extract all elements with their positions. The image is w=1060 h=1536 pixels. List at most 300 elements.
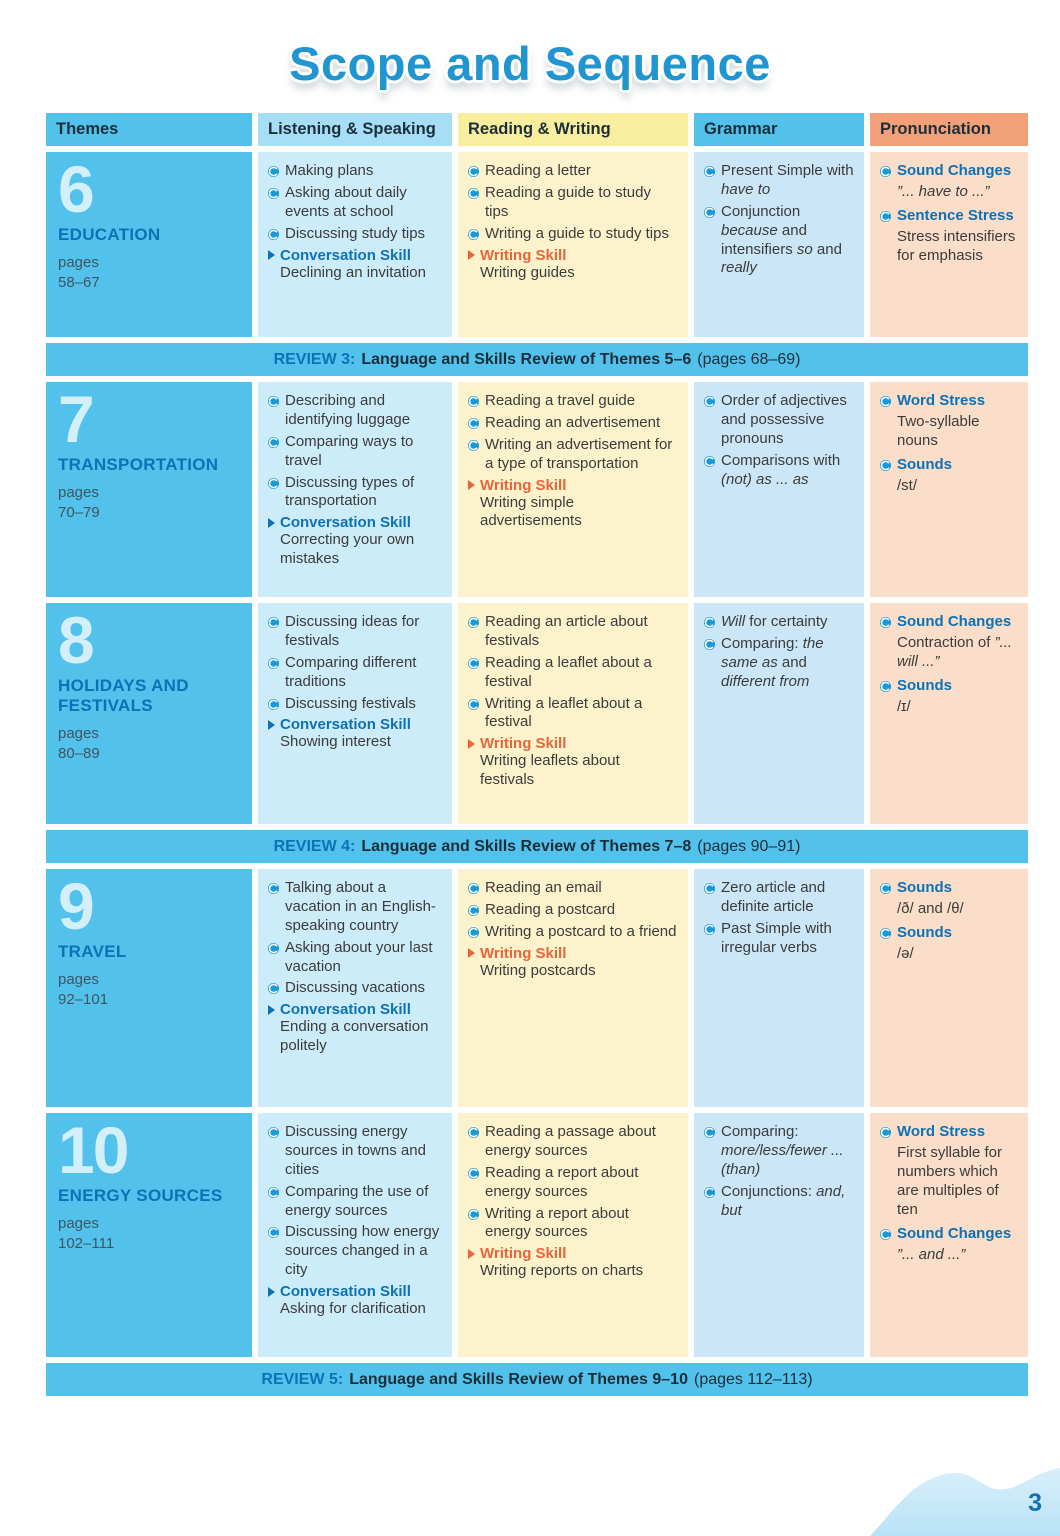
pronunciation-cell <box>870 152 1028 337</box>
bullet-list <box>468 613 678 732</box>
list-item <box>704 879 854 917</box>
list-item <box>268 979 442 998</box>
pronunciation-desc: /ð/ and /θ/ <box>897 900 964 917</box>
list-item <box>268 939 442 977</box>
writing-skill-block <box>468 1245 678 1281</box>
column-header-pronunciation: Pronunciation <box>870 113 1028 146</box>
audio-bullet-icon <box>468 1168 479 1179</box>
audio-bullet-icon <box>704 639 715 650</box>
skill-desc: Writing postcards <box>480 961 596 979</box>
pronunciation-desc: /ɪ/ <box>897 697 911 715</box>
theme-cell <box>46 382 252 597</box>
list-item-text: Describing and identifying luggage <box>285 392 411 428</box>
list-item <box>468 923 678 942</box>
review-title: Language and Skills Review of Themes 9–10 <box>349 1370 688 1388</box>
conversation-skill-block <box>268 1283 442 1319</box>
audio-bullet-icon <box>704 1127 715 1138</box>
pronunciation-title: Sound Changes <box>897 1224 1012 1242</box>
list-item <box>704 452 854 490</box>
list-item-text: Reading a leaflet about a festival <box>485 653 652 690</box>
list-item <box>268 1123 442 1180</box>
list-item-text: Writing a guide to study tips <box>485 224 669 242</box>
list-item <box>704 635 854 692</box>
pronunciation-title: Sounds <box>897 879 952 896</box>
list-item <box>468 613 678 651</box>
pronunciation-title-line <box>880 1123 1018 1141</box>
list-item <box>468 162 678 181</box>
audio-bullet-icon <box>468 883 479 894</box>
skill-label-line <box>468 247 678 264</box>
audio-bullet-icon <box>268 699 279 710</box>
list-item-text: Order of adjectives and possessive pronouns <box>721 392 847 447</box>
audio-bullet-icon <box>468 905 479 916</box>
audio-bullet-icon <box>880 1127 891 1138</box>
review-row <box>46 1363 1028 1396</box>
list-item-text: Conjunction because and intensifiers so and really <box>721 202 842 277</box>
reading-writing-cell <box>458 869 688 1107</box>
audio-bullet-icon <box>704 924 715 935</box>
list-item-text: Comparing ways to travel <box>285 432 414 469</box>
pronunciation-title-line <box>880 879 1018 897</box>
pronunciation-entry <box>880 207 1018 266</box>
skill-label: Conversation Skill <box>280 246 411 264</box>
list-item <box>268 1183 442 1221</box>
audio-bullet-icon <box>468 699 479 710</box>
list-item <box>468 879 678 898</box>
conversation-skill-block <box>268 247 442 283</box>
audio-bullet-icon <box>268 883 279 894</box>
list-item-text: Writing a leaflet about a festival <box>485 694 643 731</box>
list-item-text: Reading a report about energy sources <box>485 1163 639 1200</box>
pronunciation-title-line <box>880 677 1018 695</box>
bullet-list <box>268 1123 442 1280</box>
pronunciation-title: Sounds <box>897 455 952 473</box>
reading-writing-cell <box>458 152 688 337</box>
skill-label: Writing Skill <box>480 735 567 753</box>
list-item <box>468 654 678 692</box>
list-item-text: Discussing ideas for festivals <box>285 613 420 649</box>
audio-bullet-icon <box>468 1127 479 1138</box>
grammar-cell <box>694 152 864 337</box>
audio-bullet-icon <box>468 617 479 628</box>
audio-bullet-icon <box>468 927 479 938</box>
audio-bullet-icon <box>704 1187 715 1198</box>
theme-pages-range: 70–79 <box>58 503 100 521</box>
list-item-text: Comparing different traditions <box>285 653 417 690</box>
list-item-text: Discussing types of transportation <box>285 473 415 510</box>
pronunciation-entry <box>880 879 1018 919</box>
list-item <box>704 1183 854 1221</box>
column-header-reading-writing: Reading & Writing <box>458 113 688 146</box>
review-label: REVIEW 4: <box>273 837 356 855</box>
list-item <box>268 654 442 692</box>
theme-pages-label: pages <box>58 1215 99 1233</box>
skill-label: Conversation Skill <box>280 1001 411 1019</box>
review-pages: (pages 112–113) <box>693 1370 813 1388</box>
skill-desc: Writing simple advertisements <box>480 493 582 530</box>
pronunciation-title: Sound Changes <box>897 162 1012 179</box>
theme-pages-range: 102–111 <box>58 1234 115 1252</box>
bullet-list <box>704 162 854 278</box>
list-item <box>268 474 442 512</box>
skill-arrow-icon <box>268 1287 275 1297</box>
skill-desc: Writing reports on charts <box>480 1262 644 1280</box>
list-item-text: Reading a postcard <box>485 900 616 918</box>
review-pages: (pages 90–91) <box>697 837 801 855</box>
skill-label-line <box>468 945 678 962</box>
theme-number: 6 <box>58 152 93 226</box>
theme-pages <box>58 970 240 1009</box>
audio-bullet-icon <box>704 456 715 467</box>
skill-label: Conversation Skill <box>280 1283 411 1301</box>
pronunciation-title-line <box>880 613 1018 631</box>
audio-bullet-icon <box>880 883 891 894</box>
scope-table-body <box>46 152 1028 1396</box>
audio-bullet-icon <box>704 207 715 218</box>
pronunciation-entry <box>880 456 1018 496</box>
list-item <box>268 184 442 222</box>
reading-writing-cell <box>458 1113 688 1357</box>
skill-desc: Asking for clarification <box>280 1300 426 1318</box>
list-item <box>468 1123 678 1161</box>
writing-skill-block <box>468 247 678 283</box>
list-item <box>468 414 678 433</box>
audio-bullet-icon <box>268 478 279 489</box>
skill-label-line <box>268 247 442 264</box>
audio-bullet-icon <box>268 1187 279 1198</box>
pronunciation-desc: Contraction of ”... will ...” <box>897 634 1013 670</box>
skill-arrow-icon <box>268 720 275 730</box>
audio-bullet-icon <box>468 166 479 177</box>
skill-label: Writing Skill <box>480 1245 567 1263</box>
list-item <box>268 695 442 714</box>
list-item <box>268 613 442 651</box>
listening-speaking-cell <box>258 869 452 1107</box>
bullet-list <box>704 613 854 692</box>
list-item <box>704 613 854 632</box>
skill-label: Writing Skill <box>480 246 567 264</box>
theme-row <box>46 1113 1028 1357</box>
skill-label-line <box>268 514 442 531</box>
pronunciation-title: Sentence Stress <box>897 206 1014 224</box>
skill-label-line <box>268 1001 442 1018</box>
audio-bullet-icon <box>268 229 279 240</box>
audio-bullet-icon <box>268 658 279 669</box>
theme-number: 10 <box>58 1113 128 1187</box>
audio-bullet-icon <box>880 460 891 471</box>
review-pages: (pages 68–69) <box>697 350 801 368</box>
list-item-text: Discussing vacations <box>285 979 426 997</box>
skill-arrow-icon <box>268 518 275 528</box>
pronunciation-desc: /ə/ <box>897 944 914 962</box>
bullet-list <box>268 392 442 511</box>
skill-desc: Correcting your own mistakes <box>280 531 415 568</box>
list-item-text: Making plans <box>285 162 374 179</box>
pronunciation-cell <box>870 603 1028 824</box>
bullet-list <box>704 392 854 489</box>
bullet-list <box>704 879 854 958</box>
pronunciation-entry <box>880 924 1018 964</box>
bullet-list <box>268 879 442 998</box>
listening-speaking-cell <box>258 603 452 824</box>
audio-bullet-icon <box>880 1229 891 1240</box>
audio-bullet-icon <box>704 883 715 894</box>
list-item <box>268 162 442 181</box>
pronunciation-cell <box>870 1113 1028 1357</box>
pronunciation-title-line <box>880 456 1018 474</box>
list-item-text: Conjunctions: and, but <box>721 1182 846 1219</box>
list-item-text: Discussing festivals <box>285 694 416 712</box>
skill-arrow-icon <box>268 1005 275 1015</box>
list-item-text: Comparing: the same as and different from <box>721 634 824 690</box>
list-item-text: Asking about daily events at school <box>285 183 407 220</box>
skill-arrow-icon <box>468 480 475 490</box>
pronunciation-desc: Stress intensifiers for emphasis <box>897 227 1016 264</box>
theme-name: TRANSPORTATION <box>58 454 219 474</box>
pronunciation-entry <box>880 1225 1018 1265</box>
list-item <box>468 184 678 222</box>
list-item <box>268 433 442 471</box>
writing-skill-block <box>468 735 678 790</box>
conversation-skill-block <box>268 716 442 752</box>
theme-pages-label: pages <box>58 484 99 502</box>
audio-bullet-icon <box>880 617 891 628</box>
audio-bullet-icon <box>268 188 279 199</box>
skill-label: Conversation Skill <box>280 716 411 734</box>
list-item-text: Reading a guide to study tips <box>485 183 651 220</box>
conversation-skill-block <box>268 1001 442 1056</box>
pronunciation-entry <box>880 1123 1018 1220</box>
theme-pages-label: pages <box>58 254 99 272</box>
audio-bullet-icon <box>880 396 891 407</box>
list-item-text: Reading an article about festivals <box>485 613 648 649</box>
skill-desc: Ending a conversation politely <box>280 1018 429 1055</box>
skill-label: Writing Skill <box>480 944 567 962</box>
pronunciation-title-line <box>880 162 1018 180</box>
audio-bullet-icon <box>268 437 279 448</box>
theme-pages-label: pages <box>58 971 99 989</box>
list-item-text: Comparing the use of energy sources <box>285 1182 429 1219</box>
audio-bullet-icon <box>880 166 891 177</box>
audio-bullet-icon <box>704 166 715 177</box>
list-item <box>268 392 442 430</box>
skill-desc: Writing guides <box>480 263 575 281</box>
list-item <box>468 392 678 411</box>
bullet-list <box>468 392 678 474</box>
bullet-list <box>468 879 678 942</box>
skill-desc: Declining an invitation <box>280 263 426 281</box>
list-item-text: Asking about your last vacation <box>285 938 433 975</box>
theme-pages-range: 58–67 <box>58 273 100 291</box>
theme-cell <box>46 869 252 1107</box>
list-item <box>468 436 678 474</box>
list-item <box>704 920 854 958</box>
list-item-text: Will for certainty <box>721 613 828 630</box>
pronunciation-title: Sounds <box>897 676 952 694</box>
audio-bullet-icon <box>704 396 715 407</box>
listening-speaking-cell <box>258 1113 452 1357</box>
page-number: 3 <box>1028 1489 1042 1517</box>
audio-bullet-icon <box>268 396 279 407</box>
skill-arrow-icon <box>268 250 275 260</box>
pronunciation-title-line <box>880 392 1018 410</box>
pronunciation-cell <box>870 869 1028 1107</box>
theme-name: EDUCATION <box>58 224 161 244</box>
bullet-list <box>704 1123 854 1220</box>
bullet-list <box>468 1123 678 1242</box>
column-header-listening-speaking: Listening & Speaking <box>258 113 452 146</box>
audio-bullet-icon <box>468 1209 479 1220</box>
review-label: REVIEW 5: <box>261 1370 344 1388</box>
skill-label-line <box>468 477 678 494</box>
audio-bullet-icon <box>880 681 891 692</box>
reading-writing-cell <box>458 603 688 824</box>
bullet-list <box>268 162 442 244</box>
review-row <box>46 343 1028 376</box>
audio-bullet-icon <box>468 440 479 451</box>
skill-label-line <box>468 735 678 752</box>
skill-label-line <box>268 1283 442 1300</box>
skill-label: Conversation Skill <box>280 514 411 532</box>
pronunciation-desc: Two-syllable nouns <box>897 413 980 449</box>
theme-pages-range: 80–89 <box>58 744 100 762</box>
list-item <box>704 162 854 200</box>
pronunciation-title: Word Stress <box>897 1123 986 1140</box>
grammar-cell <box>694 869 864 1107</box>
list-item <box>704 1123 854 1180</box>
audio-bullet-icon <box>268 983 279 994</box>
pronunciation-title: Sound Changes <box>897 613 1012 630</box>
list-item-text: Comparisons with (not) as ... as <box>721 451 841 488</box>
grammar-cell <box>694 382 864 597</box>
audio-bullet-icon <box>880 211 891 222</box>
pronunciation-title: Sounds <box>897 923 952 941</box>
list-item-text: Reading a travel guide <box>485 392 636 409</box>
listening-speaking-cell <box>258 382 452 597</box>
pronunciation-cell <box>870 382 1028 597</box>
list-item-text: Present Simple with have to <box>721 162 854 198</box>
list-item <box>468 695 678 733</box>
list-item-text: Reading an advertisement <box>485 413 661 431</box>
review-title: Language and Skills Review of Themes 7–8 <box>361 837 692 855</box>
audio-bullet-icon <box>704 617 715 628</box>
pronunciation-entry <box>880 392 1018 451</box>
pronunciation-desc: /st/ <box>897 476 918 494</box>
skill-label-line <box>268 716 442 733</box>
page-title: Scope and Sequence <box>289 37 771 90</box>
theme-pages <box>58 253 240 292</box>
writing-skill-block <box>468 477 678 532</box>
list-item-text: Comparing: more/less/fewer ... (than) <box>721 1123 844 1178</box>
audio-bullet-icon <box>468 396 479 407</box>
audio-bullet-icon <box>268 943 279 954</box>
conversation-skill-block <box>268 514 442 569</box>
list-item-text: Writing a postcard to a friend <box>485 922 677 940</box>
list-item-text: Writing an advertisement for a type of transportation <box>485 435 673 472</box>
review-row <box>46 830 1028 863</box>
theme-pages-range: 92–101 <box>58 990 109 1008</box>
skill-label-line <box>468 1245 678 1262</box>
theme-cell <box>46 603 252 824</box>
skill-arrow-icon <box>468 739 475 749</box>
pronunciation-title-line <box>880 924 1018 942</box>
theme-name: TRAVEL <box>58 941 127 961</box>
skill-desc: Showing interest <box>280 733 391 751</box>
scope-table <box>46 113 1028 1396</box>
list-item-text: Writing a report about energy sources <box>485 1204 629 1241</box>
review-title: Language and Skills Review of Themes 5–6 <box>361 350 692 368</box>
pronunciation-desc: ”... have to ...” <box>897 183 990 200</box>
writing-skill-block <box>468 945 678 981</box>
skill-arrow-icon <box>468 948 475 958</box>
theme-cell <box>46 152 252 337</box>
theme-row <box>46 869 1028 1107</box>
pronunciation-entry <box>880 162 1018 202</box>
theme-pages-label: pages <box>58 725 99 743</box>
list-item-text: Reading a letter <box>485 162 591 179</box>
theme-number: 9 <box>58 869 93 943</box>
theme-cell <box>46 1113 252 1357</box>
skill-arrow-icon <box>468 1249 475 1259</box>
theme-row <box>46 603 1028 824</box>
theme-name: ENERGY SOURCES <box>58 1185 223 1205</box>
theme-row <box>46 152 1028 337</box>
audio-bullet-icon <box>880 928 891 939</box>
listening-speaking-cell <box>258 152 452 337</box>
pronunciation-title-line <box>880 207 1018 225</box>
bullet-list <box>268 613 442 713</box>
pronunciation-entry <box>880 613 1018 672</box>
list-item-text: Discussing how energy sources changed in a city <box>285 1223 440 1279</box>
grammar-cell <box>694 603 864 824</box>
column-header-themes: Themes <box>46 113 252 146</box>
skill-label: Writing Skill <box>480 476 567 494</box>
theme-pages <box>58 483 240 522</box>
audio-bullet-icon <box>268 1227 279 1238</box>
list-item-text: Talking about a vacation in an English-speaking country <box>285 879 436 934</box>
theme-number: 8 <box>58 603 93 677</box>
list-item-text: Reading an email <box>485 879 602 896</box>
audio-bullet-icon <box>468 229 479 240</box>
audio-bullet-icon <box>468 418 479 429</box>
theme-number: 7 <box>58 382 93 456</box>
column-header-grammar: Grammar <box>694 113 864 146</box>
list-item <box>468 1205 678 1243</box>
list-item <box>468 1164 678 1202</box>
audio-bullet-icon <box>268 1127 279 1138</box>
column-header-row <box>46 113 1028 146</box>
pronunciation-entry <box>880 677 1018 717</box>
audio-bullet-icon <box>268 166 279 177</box>
list-item <box>268 225 442 244</box>
audio-bullet-icon <box>468 658 479 669</box>
list-item-text: Past Simple with irregular verbs <box>721 919 832 956</box>
bullet-list <box>468 162 678 244</box>
list-item-text: Zero article and definite article <box>721 879 826 915</box>
pronunciation-desc: ”... and ...” <box>897 1245 966 1263</box>
pronunciation-title: Word Stress <box>897 392 986 409</box>
list-item <box>268 1223 442 1280</box>
theme-pages <box>58 724 240 763</box>
reading-writing-cell <box>458 382 688 597</box>
skill-desc: Writing leaflets about festivals <box>480 752 620 789</box>
list-item <box>468 225 678 244</box>
list-item-text: Reading a passage about energy sources <box>485 1123 656 1159</box>
grammar-cell <box>694 1113 864 1357</box>
list-item <box>468 901 678 920</box>
theme-row <box>46 382 1028 597</box>
list-item-text: Discussing energy sources in towns and cities <box>285 1123 426 1178</box>
